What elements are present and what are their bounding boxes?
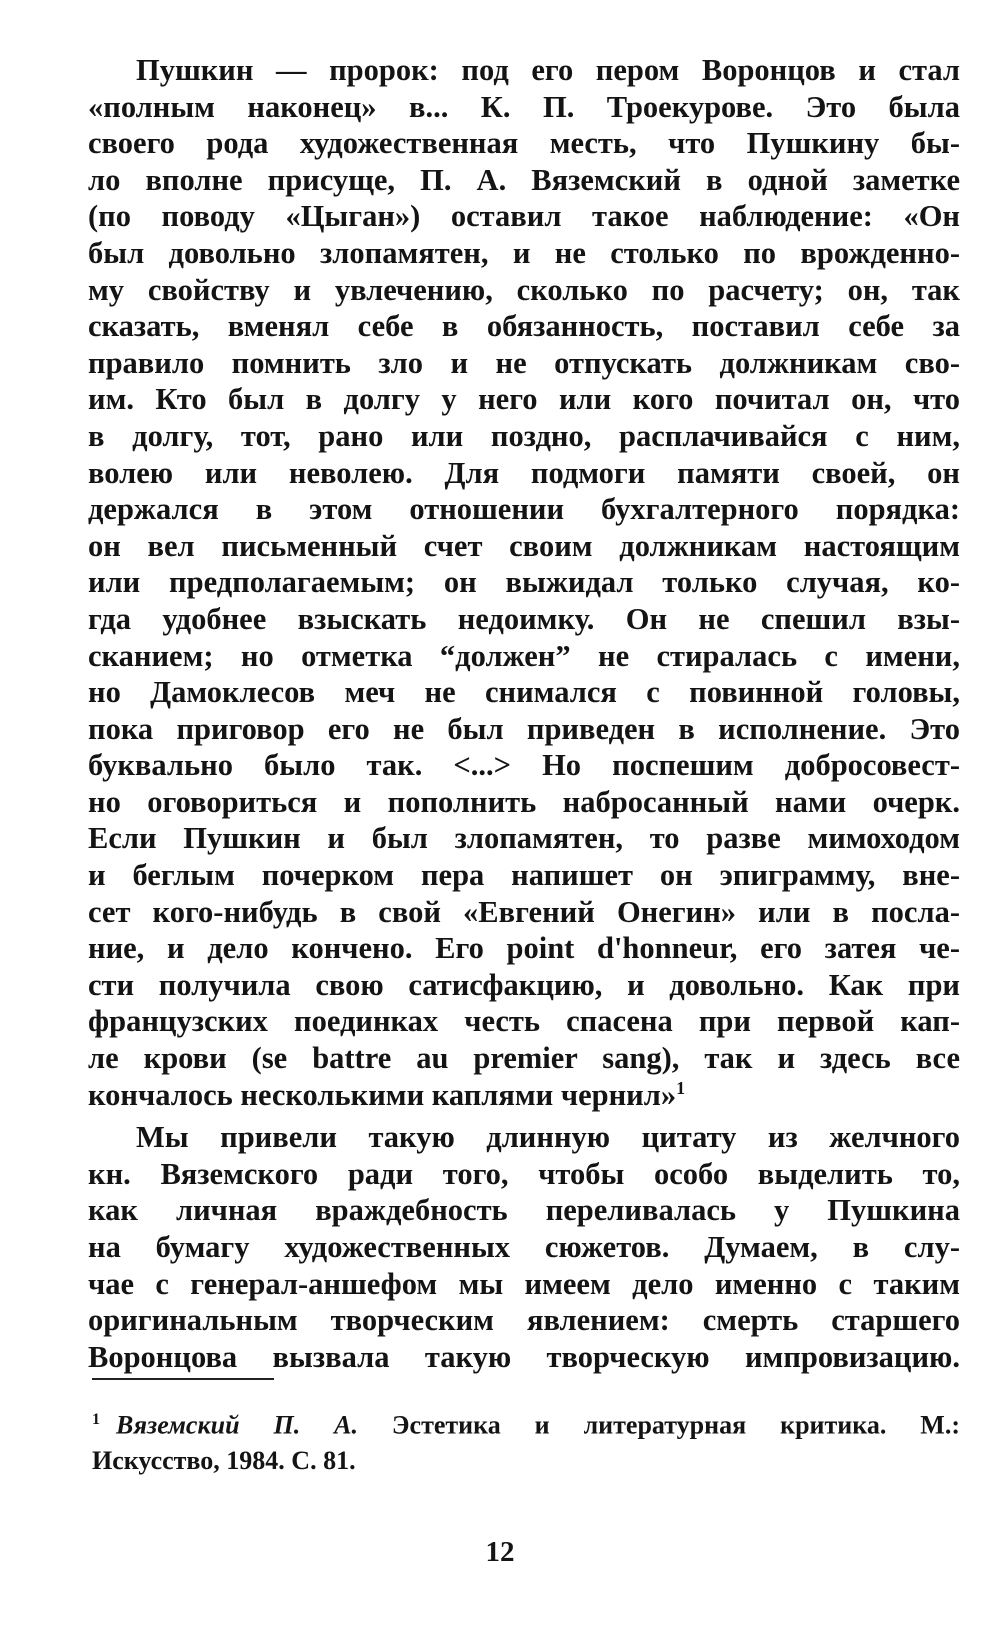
text-line: своего рода художественная месть, что Пушкину бы- xyxy=(88,126,960,161)
footnote-title: Эстетика и литературная критика. М.: xyxy=(391,1410,960,1440)
text-line: волею или неволею. Для подмоги памяти своей, он xyxy=(88,455,960,490)
text-line: сет кого-нибудь в свой «Евгений Онегин» или в посла- xyxy=(88,894,960,929)
text-line: в долгу, тот, рано или поздно, расплачивайся с ним, xyxy=(88,418,960,453)
text-line: правило помнить зло и не отпускать должникам сво- xyxy=(88,345,960,380)
text-line: Воронцова вызвала такую творческую импровизацию. xyxy=(88,1339,960,1374)
footnote-line: Искусство, 1984. С. 81. xyxy=(92,1445,356,1475)
text-line: и беглым почерком пера напишет он эпиграмму, вне- xyxy=(88,858,960,893)
text-line: им. Кто был в долгу у него или кого почитал он, что xyxy=(88,382,960,417)
text-line: ло вполне присуще, П. А. Вяземский в одной заметке xyxy=(88,162,960,197)
text-line: сканием; но отметка “должен” не стиралась с имени, xyxy=(88,638,960,673)
footnote xyxy=(92,1402,960,1478)
text-line: му свойству и увлечению, сколько по расчету; он, так xyxy=(88,272,960,307)
paragraph-1 xyxy=(88,52,960,1113)
text-line: оригинальным творческим явлением: смерть старшего xyxy=(88,1303,960,1338)
text-line: Если Пушкин и был злопамятен, то разве мимоходом xyxy=(88,821,960,856)
footnote-divider xyxy=(92,1378,274,1380)
text-line xyxy=(88,1077,960,1114)
text-line: но оговориться и пополнить набросанный нами очерк. xyxy=(88,784,960,819)
footnote-author: Вяземский П. А. xyxy=(116,1410,358,1440)
text-line: он вел письменный счет своим должникам настоящим xyxy=(88,528,960,563)
text-line: кн. Вяземского ради того, чтобы особо выделить то, xyxy=(88,1156,960,1191)
main-text xyxy=(88,52,960,1375)
page-number: 12 xyxy=(485,1536,515,1568)
footnote-line xyxy=(92,1402,960,1443)
text-line: как личная враждебность переливалась у Пушкина xyxy=(88,1193,960,1228)
text-line: сказать, вменял себе в обязанность, поставил себе за xyxy=(88,309,960,344)
text-line: буквально было так. <...> Но поспешим добросовест- xyxy=(88,748,960,783)
text-line: ние, и дело кончено. Его point d'honneur, его затея че- xyxy=(88,931,960,966)
text-line: гда удобнее взыскать недоимку. Он не спешил взы- xyxy=(88,601,960,636)
text-line: или предполагаемым; он выжидал только случая, ко- xyxy=(88,565,960,600)
footnote-marker: 1 xyxy=(92,1411,100,1428)
text-line: на бумагу художественных сюжетов. Думаем, в слу- xyxy=(88,1230,960,1264)
paragraph-2 xyxy=(88,1119,960,1375)
text-line: (по поводу «Цыган») оставил такое наблюдение: «Он xyxy=(88,199,960,234)
text-line: «полным наконец» в... К. П. Троекурове. Это была xyxy=(88,89,960,124)
text-line: ле крови (se battre au premier sang), так и здесь все xyxy=(88,1041,960,1076)
footnote-reference[interactable]: 1 xyxy=(676,1077,686,1098)
text-line: чае с генерал-аншефом мы имеем дело именно с таким xyxy=(88,1266,960,1301)
text-line: сти получила свою сатисфакцию, и довольно. Как при xyxy=(88,967,960,1002)
text-line: был довольно злопамятен, и не столько по врожденно- xyxy=(88,235,960,270)
text-line: французских поединках честь спасена при первой кап- xyxy=(88,1004,960,1039)
text-line: пока приговор его не был приведен в исполнение. Это xyxy=(88,711,960,746)
text-line: держался в этом отношении бухгалтерного порядка: xyxy=(88,492,960,527)
text-line-content: кончалось несколькими каплями чернил» xyxy=(88,1077,677,1112)
text-line: Мы привели такую длинную цитату из желчного xyxy=(136,1120,960,1155)
text-line: Пушкин — пророк: под его пером Воронцов и стал xyxy=(136,53,960,87)
text-line: но Дамоклесов меч не снимался с повинной головы, xyxy=(88,675,960,710)
